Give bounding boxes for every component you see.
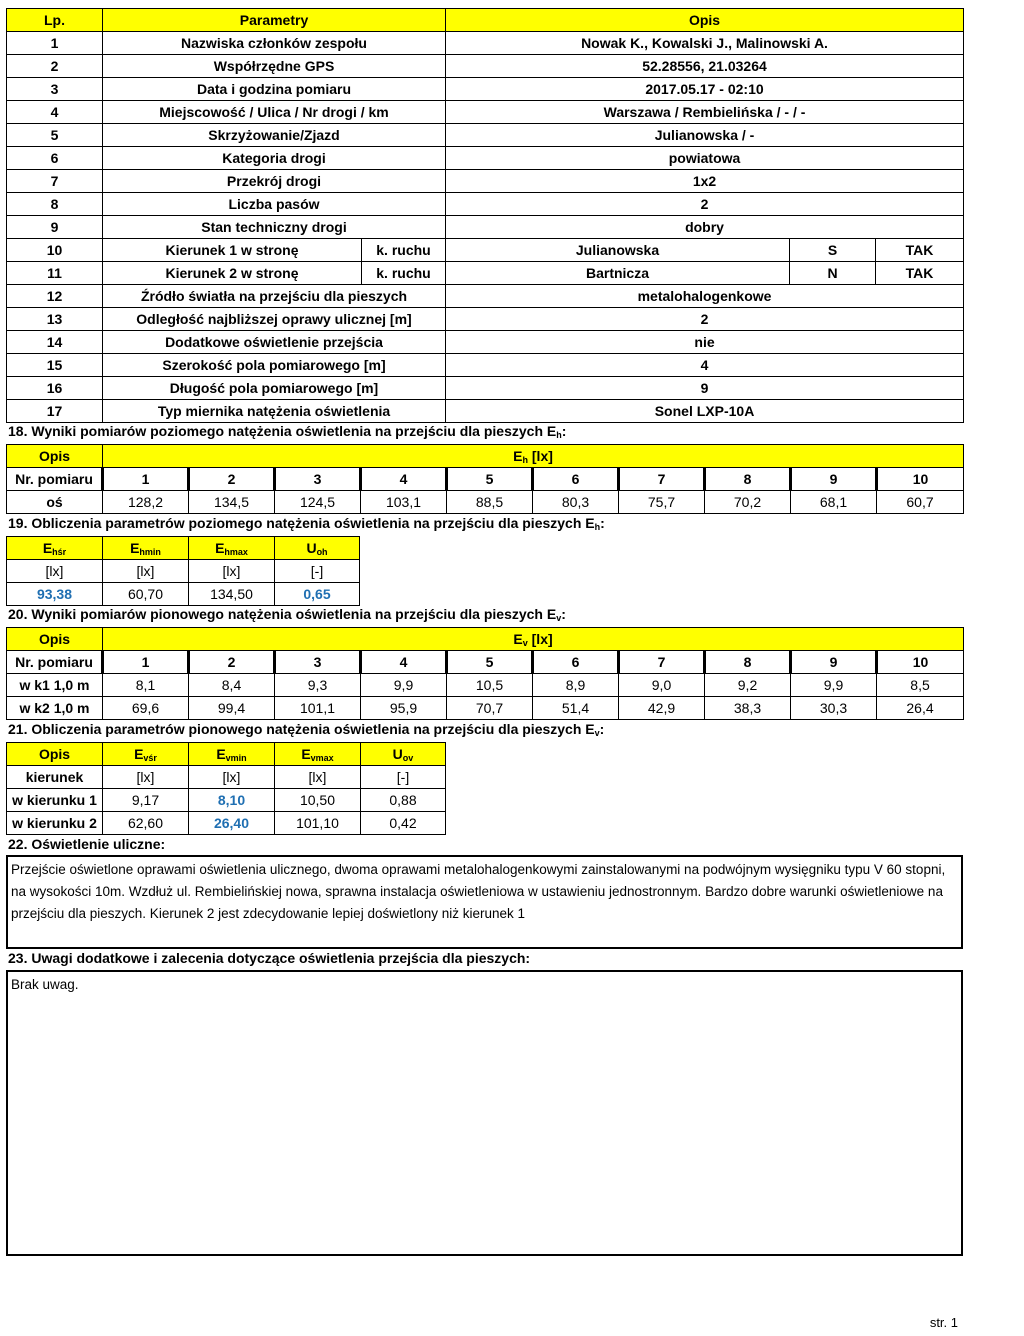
calc-row bbox=[7, 789, 446, 812]
param-row bbox=[7, 308, 964, 331]
s19-header-row bbox=[7, 537, 360, 560]
row-lp: 12 bbox=[7, 285, 103, 308]
calc-header-sub: hmax bbox=[224, 546, 248, 557]
row-lp: 6 bbox=[7, 147, 103, 170]
s20-unit: $E_v$ [lx] bbox=[103, 628, 964, 651]
calc-header-sub: vśr bbox=[143, 752, 157, 763]
measurement-value: 8,5 bbox=[877, 674, 964, 697]
measurement-value: 134,5 bbox=[189, 491, 275, 514]
measurement-value: 51,4 bbox=[533, 697, 619, 720]
calc-value: 60,70 bbox=[103, 583, 189, 606]
row-lp: 4 bbox=[7, 101, 103, 124]
measurement-number: 7 bbox=[619, 651, 705, 674]
row-flag: TAK bbox=[876, 262, 964, 285]
direction-rows bbox=[7, 239, 964, 285]
calc-header-main: E bbox=[216, 745, 226, 762]
measurement-value: 8,9 bbox=[533, 674, 619, 697]
measurement-value: 101,1 bbox=[275, 697, 361, 720]
row-lp: 1 bbox=[7, 32, 103, 55]
s18-opis: Opis bbox=[7, 445, 103, 468]
calc-header-main: E bbox=[134, 745, 144, 762]
main-table-rows-a bbox=[7, 32, 964, 239]
row-value: 4 bbox=[446, 354, 964, 377]
calc-unit: [-] bbox=[275, 560, 360, 583]
measurement-number: 2 bbox=[189, 651, 275, 674]
param-row bbox=[7, 216, 964, 239]
header-lp: Lp. bbox=[7, 9, 103, 32]
measurement-value: 60,7 bbox=[877, 491, 964, 514]
measurement-value: 99,4 bbox=[189, 697, 275, 720]
calc-header-main: U bbox=[392, 745, 403, 762]
nr-label: Nr. pomiaru bbox=[7, 651, 103, 674]
row-code: S bbox=[790, 239, 876, 262]
measurement-row bbox=[7, 697, 964, 720]
row-param: Źródło światła na przejściu dla pieszych bbox=[103, 285, 446, 308]
row-value: Nowak K., Kowalski J., Malinowski A. bbox=[446, 32, 964, 55]
s18-unit: $E_h$ [lx] bbox=[103, 445, 964, 468]
param-row bbox=[7, 331, 964, 354]
additional-remarks: Brak uwag. bbox=[6, 970, 963, 1256]
calc-unit: [lx] bbox=[103, 560, 189, 583]
measurement-value: 26,4 bbox=[877, 697, 964, 720]
calc-unit: [lx] bbox=[7, 560, 103, 583]
calc-header bbox=[189, 537, 275, 560]
measurement-value: 42,9 bbox=[619, 697, 705, 720]
calc-unit: [lx] bbox=[275, 766, 361, 789]
calc-header bbox=[103, 537, 189, 560]
calc-value: 9,17 bbox=[103, 789, 189, 812]
vertical-measurements-table bbox=[6, 627, 964, 720]
horizontal-calc-table bbox=[6, 536, 360, 606]
row-value: 2 bbox=[446, 308, 964, 331]
measurement-value: 9,2 bbox=[705, 674, 791, 697]
param-row bbox=[7, 285, 964, 308]
calc-header-main: E bbox=[301, 745, 311, 762]
calc-header bbox=[7, 537, 103, 560]
measurement-value: 38,3 bbox=[705, 697, 791, 720]
measurement-number: 3 bbox=[275, 651, 361, 674]
param-row bbox=[7, 32, 964, 55]
row-label: oś bbox=[7, 491, 103, 514]
calc-header-main: U bbox=[306, 539, 317, 556]
calc-value: 10,50 bbox=[275, 789, 361, 812]
measurement-number: 4 bbox=[361, 651, 447, 674]
section-21-title: 21. Obliczenia parametrów pionowego natężenia oświetlenia na przejściu dla pieszych $E_v$: bbox=[8, 721, 605, 738]
row-label: w k2 1,0 m bbox=[7, 697, 103, 720]
calc-value: 26,40 bbox=[189, 812, 275, 835]
measurement-value: 80,3 bbox=[533, 491, 619, 514]
calc-row bbox=[7, 812, 446, 835]
opis-header: Opis bbox=[7, 743, 103, 766]
row-param: Długość pola pomiarowego [m] bbox=[103, 377, 446, 400]
row-label: w k1 1,0 m bbox=[7, 674, 103, 697]
row-lp: 17 bbox=[7, 400, 103, 423]
param-row bbox=[7, 147, 964, 170]
s20-numbers-row bbox=[7, 651, 964, 674]
measurement-value: 10,5 bbox=[447, 674, 533, 697]
s21-data-rows bbox=[7, 789, 446, 835]
row-code: N bbox=[790, 262, 876, 285]
measurement-value: 69,6 bbox=[103, 697, 189, 720]
param-row bbox=[7, 55, 964, 78]
calc-header-sub: hśr bbox=[52, 546, 67, 557]
row-lp: 7 bbox=[7, 170, 103, 193]
row-lp: 15 bbox=[7, 354, 103, 377]
measurement-row bbox=[7, 674, 964, 697]
row-value: metalohalogenkowe bbox=[446, 285, 964, 308]
measurement-value: 70,2 bbox=[705, 491, 791, 514]
row-lp: 5 bbox=[7, 124, 103, 147]
row-lp: 13 bbox=[7, 308, 103, 331]
row-param: Nazwiska członków zespołu bbox=[103, 32, 446, 55]
calc-unit: [lx] bbox=[189, 766, 275, 789]
measurement-number: 1 bbox=[103, 468, 189, 491]
row-value: 9 bbox=[446, 377, 964, 400]
main-table-rows-b bbox=[7, 285, 964, 423]
row-lp: 9 bbox=[7, 216, 103, 239]
direction-row bbox=[7, 262, 964, 285]
row-value: Sonel LXP-10A bbox=[446, 400, 964, 423]
row-param: Kierunek 2 w stronę bbox=[103, 262, 362, 285]
s20-opis: Opis bbox=[7, 628, 103, 651]
param-row bbox=[7, 124, 964, 147]
measurement-value: 103,1 bbox=[361, 491, 447, 514]
row-value: Warszawa / Rembielińska / - / - bbox=[446, 101, 964, 124]
row-value: Julianowska / - bbox=[446, 124, 964, 147]
row-param: Skrzyżowanie/Zjazd bbox=[103, 124, 446, 147]
measurement-number: 4 bbox=[361, 468, 447, 491]
param-row bbox=[7, 101, 964, 124]
s18-header-row bbox=[7, 445, 964, 468]
measurement-value: 128,2 bbox=[103, 491, 189, 514]
measurement-number: 5 bbox=[447, 468, 533, 491]
param-row bbox=[7, 354, 964, 377]
horizontal-measurements-table bbox=[6, 444, 964, 514]
calc-header-sub: ov bbox=[402, 752, 414, 763]
measurement-value: 95,9 bbox=[361, 697, 447, 720]
row-param: Data i godzina pomiaru bbox=[103, 78, 446, 101]
calc-header bbox=[275, 743, 361, 766]
row-param: Współrzędne GPS bbox=[103, 55, 446, 78]
measurement-number: 3 bbox=[275, 468, 361, 491]
street-lighting-description: Przejście oświetlone oprawami oświetlenia ulicznego, dwoma oprawami metalohalogenkowymi zainstalowanymi na podwójnym wysięgniku typu V 60 stopni, na wysokości 10m. Wzdłuż ul. Rembielińskiej nowa, sprawna instalacja oświetleniowa w ustawieniu jednostronnym. Bardzo dobre warunki oświetleniowe na przejściu dla pieszych. Kierunek 2 jest zdecydowanie lepiej doświetlony niż kierunek 1 bbox=[6, 855, 963, 949]
s20-data-rows bbox=[7, 674, 964, 720]
calc-header-sub: oh bbox=[316, 546, 328, 557]
calc-value: 93,38 bbox=[7, 583, 103, 606]
row-param: Dodatkowe oświetlenie przejścia bbox=[103, 331, 446, 354]
measurement-value: 70,7 bbox=[447, 697, 533, 720]
calc-header bbox=[275, 537, 360, 560]
measurement-value: 9,9 bbox=[361, 674, 447, 697]
section-18-title: 18. Wyniki pomiarów poziomego natężenia oświetlenia na przejściu dla pieszych $E_h$: bbox=[8, 423, 567, 440]
row-sub: k. ruchu bbox=[362, 262, 446, 285]
param-row bbox=[7, 377, 964, 400]
row-lp: 11 bbox=[7, 262, 103, 285]
row-value: powiatowa bbox=[446, 147, 964, 170]
s18-numbers-row bbox=[7, 468, 964, 491]
calc-header-main: E bbox=[42, 539, 53, 556]
measurement-number: 5 bbox=[447, 651, 533, 674]
measurement-value: 9,3 bbox=[275, 674, 361, 697]
calc-unit: [lx] bbox=[189, 560, 275, 583]
row-lp: 3 bbox=[7, 78, 103, 101]
section-23-title: 23. Uwagi dodatkowe i zalecenia dotyczące oświetlenia przejścia dla pieszych: bbox=[8, 950, 531, 966]
param-row bbox=[7, 170, 964, 193]
row-value: 52.28556, 21.03264 bbox=[446, 55, 964, 78]
measurement-number: 6 bbox=[533, 468, 619, 491]
calc-header-sub: vmin bbox=[225, 752, 247, 763]
row-value: Bartnicza bbox=[446, 262, 790, 285]
measurement-number: 6 bbox=[533, 651, 619, 674]
row-param: Szerokość pola pomiarowego [m] bbox=[103, 354, 446, 377]
row-param: Kategoria drogi bbox=[103, 147, 446, 170]
calc-header bbox=[189, 743, 275, 766]
calc-header-main: E bbox=[130, 539, 140, 556]
measurement-value: 9,0 bbox=[619, 674, 705, 697]
measurement-number: 9 bbox=[791, 651, 877, 674]
row-value: 1x2 bbox=[446, 170, 964, 193]
calc-header-sub: vmax bbox=[310, 752, 334, 763]
row-sub: k. ruchu bbox=[362, 239, 446, 262]
measurement-number: 10 bbox=[877, 468, 964, 491]
row-param: Miejscowość / Ulica / Nr drogi / km bbox=[103, 101, 446, 124]
row-label: w kierunku 1 bbox=[7, 789, 103, 812]
row-param: Przekrój drogi bbox=[103, 170, 446, 193]
s20-header-row bbox=[7, 628, 964, 651]
calc-header bbox=[103, 743, 189, 766]
s18-values-row bbox=[7, 491, 964, 514]
measurement-number: 2 bbox=[189, 468, 275, 491]
measurement-value: 9,9 bbox=[791, 674, 877, 697]
param-row bbox=[7, 78, 964, 101]
measurement-value: 30,3 bbox=[791, 697, 877, 720]
measurement-value: 124,5 bbox=[275, 491, 361, 514]
measurement-number: 7 bbox=[619, 468, 705, 491]
header-desc: Opis bbox=[446, 9, 964, 32]
measurement-value: 8,4 bbox=[189, 674, 275, 697]
calc-value: 8,10 bbox=[189, 789, 275, 812]
row-param: Odległość najbliższej oprawy ulicznej [m] bbox=[103, 308, 446, 331]
row-param: Kierunek 1 w stronę bbox=[103, 239, 362, 262]
s19-units-row bbox=[7, 560, 360, 583]
row-param: Liczba pasów bbox=[103, 193, 446, 216]
row-param: Typ miernika natężenia oświetlenia bbox=[103, 400, 446, 423]
row-value: Julianowska bbox=[446, 239, 790, 262]
row-label: w kierunku 2 bbox=[7, 812, 103, 835]
section-20-title: 20. Wyniki pomiarów pionowego natężenia oświetlenia na przejściu dla pieszych $E_v$: bbox=[8, 606, 566, 623]
vertical-calc-table bbox=[6, 742, 446, 835]
calc-value: 0,65 bbox=[275, 583, 360, 606]
measurement-value: 8,1 bbox=[103, 674, 189, 697]
s21-header-row bbox=[7, 743, 446, 766]
measurement-value: 68,1 bbox=[791, 491, 877, 514]
units-label: kierunek bbox=[7, 766, 103, 789]
row-lp: 14 bbox=[7, 331, 103, 354]
calc-value: 134,50 bbox=[189, 583, 275, 606]
measurement-value: 88,5 bbox=[447, 491, 533, 514]
section-19-title: 19. Obliczenia parametrów poziomego natężenia oświetlenia na przejściu dla pieszych $E_h$: bbox=[8, 515, 605, 532]
row-lp: 2 bbox=[7, 55, 103, 78]
row-lp: 16 bbox=[7, 377, 103, 400]
measurement-number: 9 bbox=[791, 468, 877, 491]
calc-unit: [lx] bbox=[103, 766, 189, 789]
measurement-value: 75,7 bbox=[619, 491, 705, 514]
row-lp: 10 bbox=[7, 239, 103, 262]
main-table-header bbox=[7, 9, 964, 32]
section-22-title: 22. Oświetlenie uliczne: bbox=[8, 836, 166, 852]
measurement-number: 1 bbox=[103, 651, 189, 674]
measurement-number: 10 bbox=[877, 651, 964, 674]
param-row bbox=[7, 400, 964, 423]
calc-unit: [-] bbox=[361, 766, 446, 789]
header-params: Parametry bbox=[103, 9, 446, 32]
main-parameters-table bbox=[6, 8, 964, 423]
calc-header-sub: hmin bbox=[139, 546, 161, 557]
direction-row bbox=[7, 239, 964, 262]
measurement-number: 8 bbox=[705, 651, 791, 674]
s21-units-row bbox=[7, 766, 446, 789]
row-value: 2017.05.17 - 02:10 bbox=[446, 78, 964, 101]
calc-value: 0,42 bbox=[361, 812, 446, 835]
calc-value: 101,10 bbox=[275, 812, 361, 835]
row-value: 2 bbox=[446, 193, 964, 216]
row-param: Stan techniczny drogi bbox=[103, 216, 446, 239]
calc-header-main: E bbox=[215, 539, 225, 556]
calc-value: 0,88 bbox=[361, 789, 446, 812]
param-row bbox=[7, 193, 964, 216]
row-flag: TAK bbox=[876, 239, 964, 262]
calc-header bbox=[361, 743, 446, 766]
s19-values-row bbox=[7, 583, 360, 606]
row-lp: 8 bbox=[7, 193, 103, 216]
nr-label: Nr. pomiaru bbox=[7, 468, 103, 491]
page-number: str. 1 bbox=[929, 1315, 958, 1330]
row-value: dobry bbox=[446, 216, 964, 239]
measurement-number: 8 bbox=[705, 468, 791, 491]
row-value: nie bbox=[446, 331, 964, 354]
calc-value: 62,60 bbox=[103, 812, 189, 835]
